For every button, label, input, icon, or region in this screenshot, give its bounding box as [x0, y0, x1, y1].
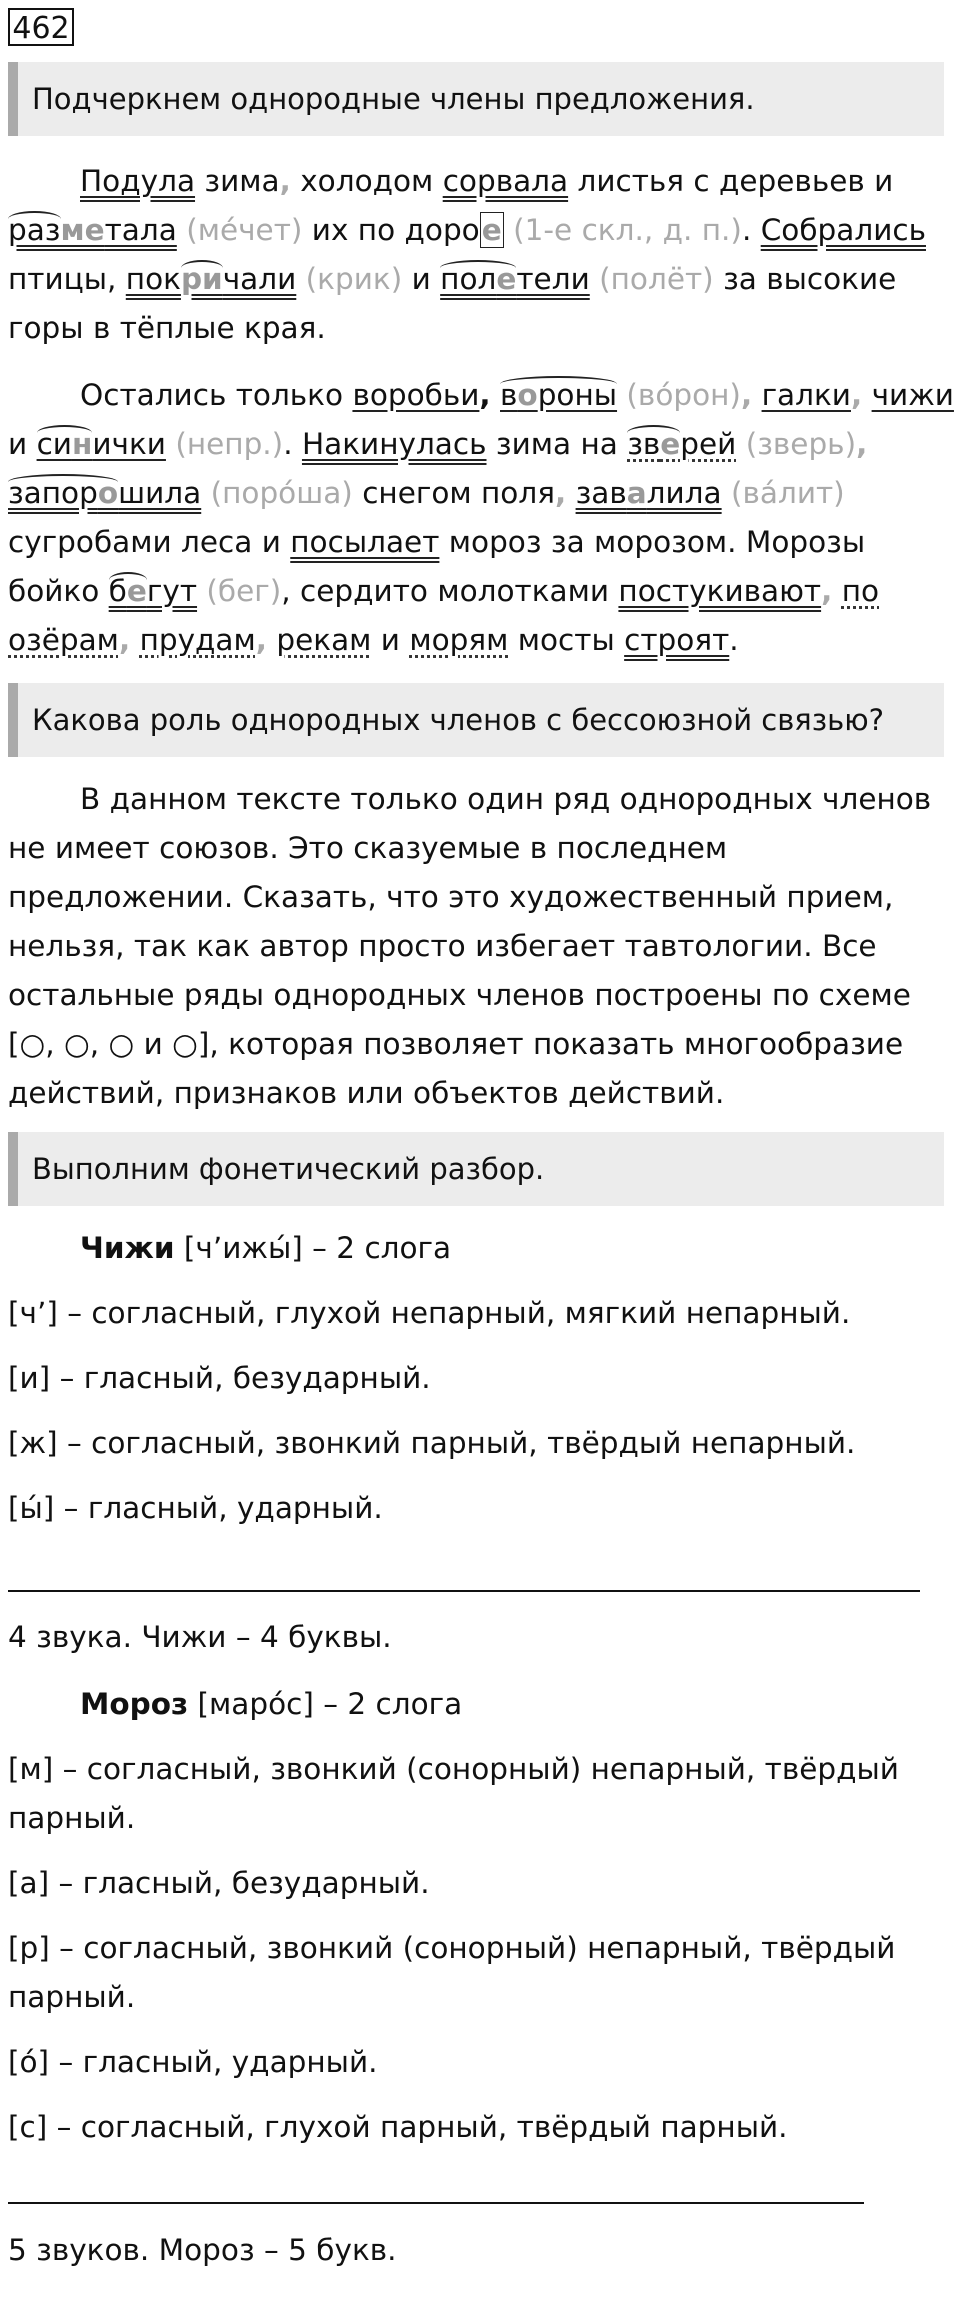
- comma-mark: ,: [279, 164, 291, 198]
- p3-line: остальные ряды однородных членов построены по схеме: [8, 978, 911, 1012]
- text: мороз за морозом. Морозы: [439, 525, 866, 559]
- check-word: (непр.): [165, 427, 284, 461]
- object-word: [627, 427, 736, 461]
- text: холодом: [290, 164, 443, 198]
- summary-line: 4 звука. Чижи – 4 буквы.: [8, 1620, 392, 1654]
- text: листья с деревьев и: [568, 164, 894, 198]
- root-arc: [440, 262, 516, 296]
- homogeneous-predicate: сорвала: [442, 164, 569, 198]
- text: [130, 623, 139, 657]
- comma-mark: ,: [821, 574, 833, 608]
- summary-line: 5 звуков. Мороз – 5 букв.: [8, 2233, 397, 2267]
- p3-line: [○, ○, ○ и ○], которая позволяет показать многообразие: [8, 1027, 904, 1061]
- word-part: гут: [146, 574, 198, 608]
- homogeneous-predicate: посылает: [290, 525, 440, 559]
- p2-line-6: [8, 616, 739, 665]
- sound-line: [ч’] – согласный, глухой непарный, мягкий непарный.: [8, 1296, 851, 1330]
- homogeneous-predicate: Подула: [80, 164, 196, 198]
- p1-line-2: [8, 206, 926, 255]
- check-word: (зверь): [736, 427, 857, 461]
- vowel-highlight: а: [626, 476, 647, 510]
- text: бойко: [8, 574, 109, 608]
- text: .: [729, 623, 739, 657]
- check-word: (полёт): [589, 262, 724, 296]
- homogeneous-predicate: [109, 574, 197, 608]
- text: [752, 378, 761, 412]
- text: птицы,: [8, 262, 126, 296]
- task-header-3: Выполним фонетический разбор.: [8, 1132, 944, 1206]
- check-word: (крик): [296, 262, 412, 296]
- divider: [8, 2202, 864, 2204]
- word-part: пол: [440, 262, 497, 296]
- word-bold: Чижи: [80, 1231, 175, 1265]
- vowel-highlight: е: [660, 427, 681, 461]
- comma-mark: ,: [255, 623, 267, 657]
- p2-line-3: [8, 469, 845, 518]
- word-part: б: [108, 574, 127, 608]
- word-part: зав: [575, 476, 627, 510]
- sound-line: [о́] – гласный, ударный.: [8, 2045, 378, 2079]
- root-arc: [37, 427, 93, 461]
- p3-line: не имеет союзов. Это сказуемые в последнем: [8, 831, 728, 865]
- word-part: рей: [680, 427, 737, 461]
- word-part: в: [500, 378, 518, 412]
- declension-note: (1-е скл., д. п.): [503, 213, 742, 247]
- text: , сердито молотками: [281, 574, 619, 608]
- transcription: [ч’ижы́] – 2 слога: [174, 1231, 452, 1265]
- text: мосты: [508, 623, 625, 657]
- word-part: зв: [627, 427, 661, 461]
- p3-line: В данном тексте только один ряд однородных членов: [80, 782, 932, 816]
- p3-line: нельзя, так как автор просто избегает тавтологии. Все: [8, 929, 877, 963]
- root-arc: раз: [8, 213, 61, 247]
- comma-mark: ,: [118, 623, 131, 657]
- comma-mark: ,: [856, 427, 868, 461]
- text: .: [283, 427, 302, 461]
- text: зима на: [486, 427, 628, 461]
- p3-line: действий, признаков или объектов действий.: [8, 1076, 725, 1110]
- word-part: лила: [646, 476, 722, 510]
- check-word: (ме́чет): [176, 213, 312, 247]
- p1-line-4: горы в тёплые края.: [8, 311, 326, 345]
- predicate: Накинулась: [301, 427, 487, 461]
- homogeneous-predicate: постукивают: [618, 574, 822, 608]
- p2-line-5: [8, 567, 879, 616]
- root-arc: [8, 476, 118, 510]
- text: за высокие: [723, 262, 897, 296]
- word-part: чали: [222, 262, 297, 296]
- vowel-highlight: ри: [180, 262, 223, 296]
- text: и: [371, 623, 410, 657]
- homogeneous-predicate: [8, 476, 201, 510]
- sound-line: [ы́] – гласный, ударный.: [8, 1491, 383, 1525]
- vowel-highlight: н: [71, 427, 93, 461]
- homogeneous-subject: [37, 427, 166, 461]
- homogeneous-predicate: [8, 213, 177, 247]
- sound-line: парный.: [8, 1980, 136, 2014]
- text: .: [741, 213, 761, 247]
- task-header-1: Подчеркнем однородные члены предложения.: [8, 62, 944, 136]
- word-part: запор: [8, 476, 98, 510]
- word-part: ички: [92, 427, 166, 461]
- word-part: тели: [516, 262, 590, 296]
- check-word: (ва́лит): [721, 476, 845, 510]
- homogeneous-predicate: [576, 476, 722, 510]
- homogeneous-adverbial: рекам: [276, 623, 372, 657]
- homogeneous-adverbial: по: [841, 574, 880, 608]
- homogeneous-adverbial: морям: [409, 623, 509, 657]
- root-arc: [109, 574, 147, 608]
- text: Остались только: [80, 378, 353, 412]
- comma-mark: ,: [740, 378, 753, 412]
- word-part: пок: [125, 262, 181, 296]
- text: снегом поля: [362, 476, 555, 510]
- text: [862, 378, 871, 412]
- vowel-highlight: е: [496, 262, 517, 296]
- check-word: (во́рон): [617, 378, 741, 412]
- vowel-highlight: е: [126, 574, 147, 608]
- text: их по доро: [311, 213, 480, 247]
- phonetic-word-heading: [80, 1224, 451, 1273]
- homogeneous-subject: чижи: [871, 378, 954, 412]
- homogeneous-predicate: Собрались: [760, 213, 926, 247]
- p3-line: предложении. Сказать, что это художественный прием,: [8, 880, 894, 914]
- comma-mark: ,: [554, 476, 567, 510]
- sound-line: [с] – согласный, глухой парный, твёрдый парный.: [8, 2110, 788, 2144]
- vowel-highlight: о: [517, 378, 538, 412]
- p2-line-1: [80, 371, 954, 420]
- sound-line: [а] – гласный, безударный.: [8, 1866, 430, 1900]
- homogeneous-subject: галки: [761, 378, 851, 412]
- root-arc: [500, 378, 617, 412]
- comma-mark: ,: [850, 378, 863, 412]
- word-part: тала: [104, 213, 177, 247]
- homogeneous-subject: воробьи: [352, 378, 480, 412]
- divider: [8, 1590, 920, 1592]
- homogeneous-adverbial: прудам: [139, 623, 256, 657]
- text: сугробами леса и: [8, 525, 291, 559]
- phonetic-word-heading: [80, 1680, 462, 1729]
- check-word: (бег): [197, 574, 282, 608]
- sound-line: [и] – гласный, безударный.: [8, 1361, 431, 1395]
- homogeneous-adverbial: озёрам: [8, 623, 119, 657]
- comma-mark: ,: [479, 378, 491, 412]
- text: зима: [195, 164, 280, 198]
- sound-line: [ж] – согласный, звонкий парный, твёрдый непарный.: [8, 1426, 856, 1460]
- root-arc: [627, 427, 680, 461]
- sound-line: [р] – согласный, звонкий (сонорный) непарный, твёрдый: [8, 1931, 896, 1965]
- task-header-2: Какова роль однородных членов с бессоюзной связью?: [8, 683, 944, 757]
- text: [491, 378, 500, 412]
- exercise-number: 462: [8, 8, 74, 46]
- word-part: шила: [118, 476, 202, 510]
- text: [566, 476, 575, 510]
- vowel-highlight: ме: [60, 213, 105, 247]
- predicate: строят: [624, 623, 730, 657]
- homogeneous-subject: [500, 378, 617, 412]
- word-part: роны: [537, 378, 618, 412]
- p1-line-1: [80, 157, 893, 206]
- transcription: [маро́с] – 2 слога: [188, 1687, 463, 1721]
- check-word: (поро́ша): [201, 476, 363, 510]
- vowel-highlight: о: [97, 476, 119, 510]
- text: [832, 574, 841, 608]
- ending-box: е: [481, 213, 502, 247]
- p2-line-2: [8, 420, 867, 469]
- word-bold: Мороз: [80, 1687, 189, 1721]
- sound-line: [м] – согласный, звонкий (сонорный) непарный, твёрдый: [8, 1752, 899, 1786]
- p1-line-3: [8, 255, 896, 304]
- text: и: [8, 427, 37, 461]
- homogeneous-predicate: [440, 262, 590, 296]
- sound-line: парный.: [8, 1801, 136, 1835]
- text: [267, 623, 276, 657]
- homogeneous-predicate: [126, 262, 297, 296]
- text: и: [411, 262, 441, 296]
- p2-line-4: [8, 518, 865, 567]
- word-part: си: [36, 427, 72, 461]
- root-arc: [181, 262, 223, 296]
